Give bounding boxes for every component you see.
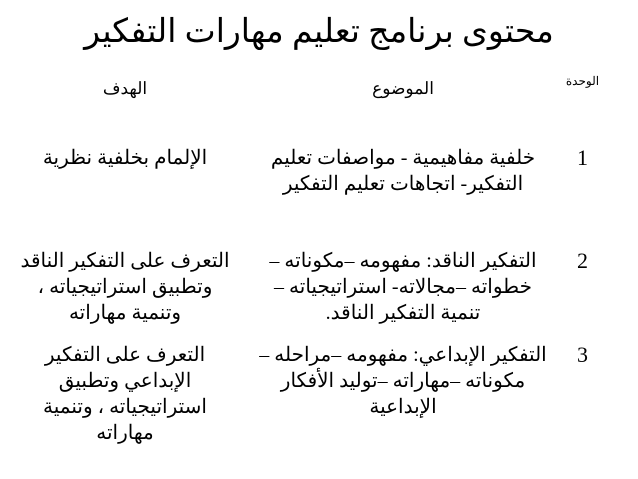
row-1-topic-line: التفكير- اتجاهات تعليم التفكير <box>282 173 524 195</box>
row-2-goal-line: وتطبيق استراتيجياته ، <box>37 276 213 298</box>
row-2-topic-line: خطواته –مجالاته- استراتيجياته – <box>274 276 532 298</box>
row-2-number: 2 <box>577 248 588 273</box>
header-unit: الوحدة <box>565 74 600 88</box>
page-title: محتوى برنامج تعليم مهارات التفكير <box>84 14 554 50</box>
row-3-goal-line: استراتيجياته ، وتنمية <box>43 396 207 418</box>
row-3-goal-line: مهاراته <box>96 422 154 444</box>
row-3-goal <box>20 342 230 446</box>
row-3-topic <box>238 342 568 420</box>
row-1-number: 1 <box>577 145 588 170</box>
row-1-goal-line: الإلمام بخلفية نظرية <box>42 147 208 169</box>
row-2-goal-line: التعرف على التفكير الناقد <box>20 250 230 272</box>
row-3-number: 3 <box>577 342 588 367</box>
row-3-goal-line: الإبداعي وتطبيق <box>58 370 192 392</box>
row-3-goal-line: التعرف على التفكير <box>44 344 206 366</box>
row-1-goal <box>20 145 230 171</box>
row-2-topic-line: تنمية التفكير الناقد. <box>325 302 481 324</box>
row-1-topic-line: خلفية مفاهيمية - مواصفات تعليم <box>270 147 536 169</box>
row-2-goal <box>20 248 230 326</box>
row-3-topic-line: مكوناته –مهاراته –توليد الأفكار <box>280 370 526 392</box>
row-3-topic-line: الإبداعية <box>369 396 437 418</box>
row-2-topic <box>238 248 568 326</box>
header-goal: الهدف <box>102 79 148 98</box>
header-topic: الموضوع <box>372 79 434 98</box>
row-1-topic <box>238 145 568 197</box>
row-2-goal-line: وتنمية مهاراته <box>68 302 182 324</box>
row-2-topic-line: التفكير الناقد: مفهومه –مكوناته – <box>269 250 537 272</box>
row-3-topic-line: التفكير الإبداعي: مفهومه –مراحله – <box>259 344 547 366</box>
